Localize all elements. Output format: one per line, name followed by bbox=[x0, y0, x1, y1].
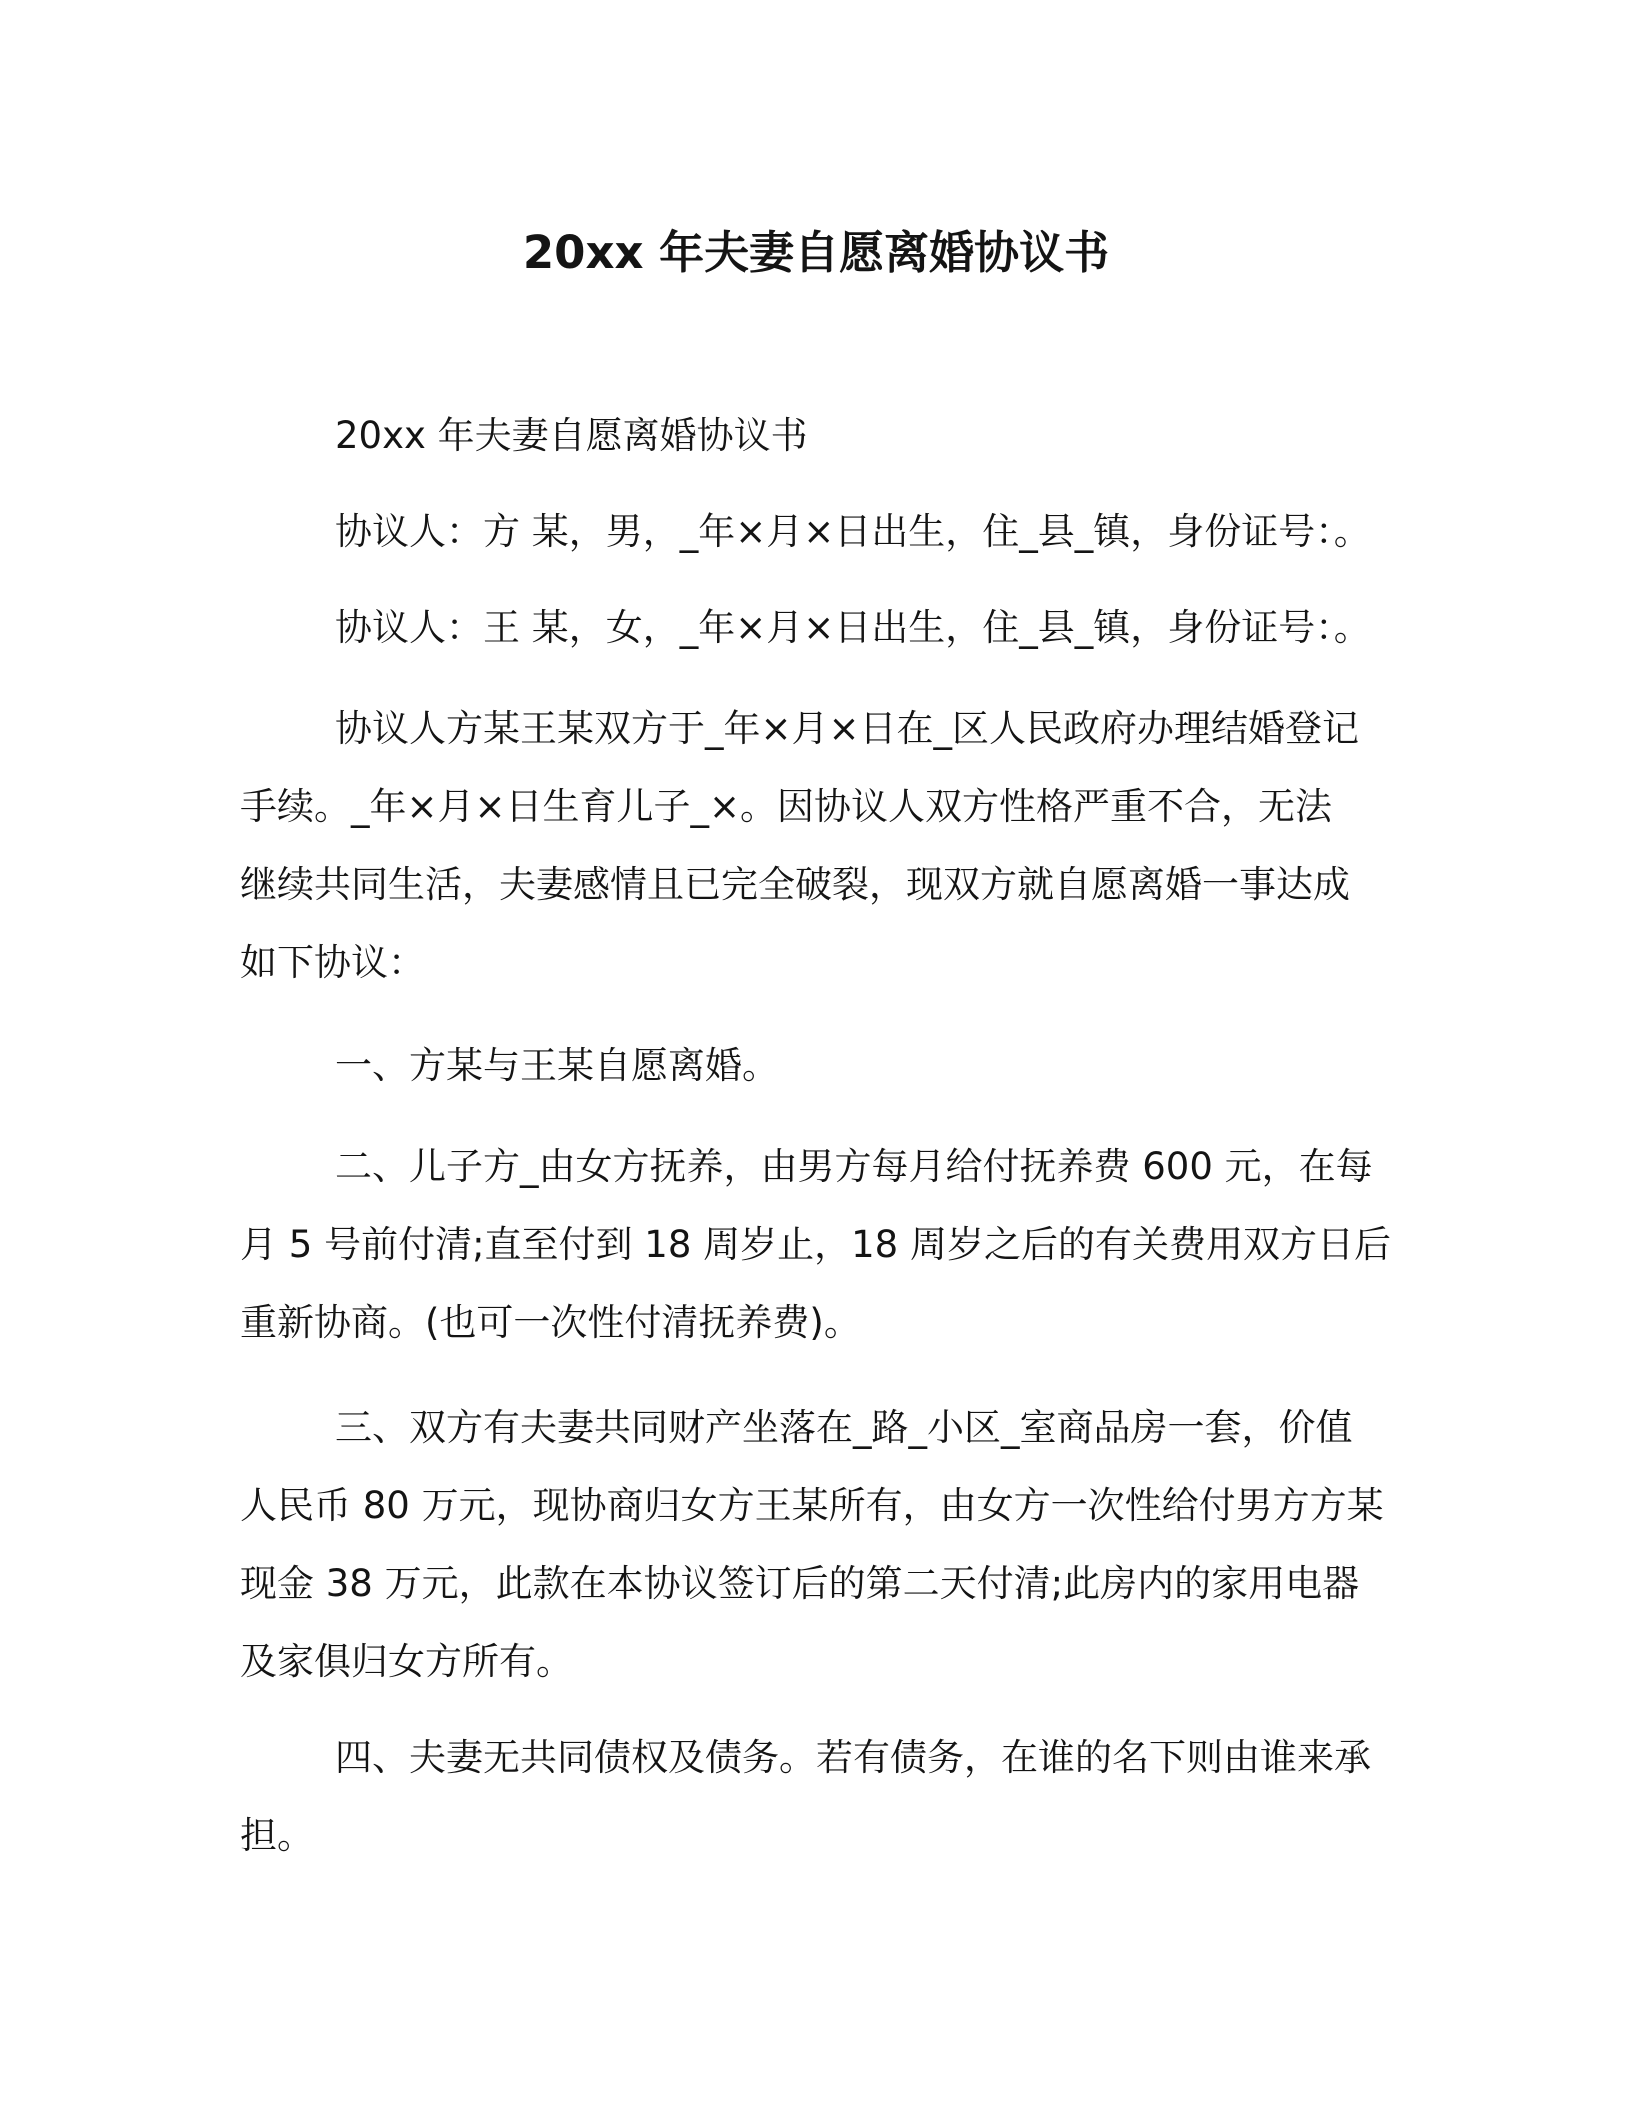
paragraph-line: 继续共同生活，夫妻感情且已完全破裂，现双方就自愿离婚一事达成 bbox=[240, 863, 1350, 906]
paragraph-party-1 bbox=[240, 493, 1400, 571]
paragraph-party-2 bbox=[240, 589, 1400, 667]
paragraph-line: 重新协商。(也可一次性付清抚养费)。 bbox=[240, 1301, 861, 1344]
paragraph-line: 协议人方某王某双方于_年×月×日在_区人民政府办理结婚登记 bbox=[335, 707, 1360, 750]
paragraph-line: 如下协议： bbox=[240, 941, 425, 984]
paragraph-line: 四、夫妻无共同债权及债务。若有债务，在谁的名下则由谁来承 bbox=[335, 1736, 1371, 1779]
paragraph-preamble bbox=[240, 690, 1400, 1002]
paragraph-line: 现金 38 万元，此款在本协议签订后的第二天付清;此房内的家用电器 bbox=[240, 1562, 1360, 1605]
paragraph-line: 一、方某与王某自愿离婚。 bbox=[335, 1044, 779, 1087]
paragraph-line: 月 5 号前付清;直至付到 18 周岁止，18 周岁之后的有关费用双方日后 bbox=[240, 1223, 1391, 1266]
paragraph-line: 二、儿子方_由女方抚养，由男方每月给付抚养费 600 元，在每 bbox=[335, 1145, 1373, 1188]
paragraph-clause-1 bbox=[240, 1027, 1400, 1105]
paragraph-line: 及家俱归女方所有。 bbox=[240, 1640, 573, 1683]
paragraph-line: 协议人：方 某，男，_年×月×日出生，住_县_镇，身份证号：。 bbox=[335, 510, 1371, 553]
paragraph-clause-4 bbox=[240, 1719, 1400, 1875]
paragraph-subtitle bbox=[240, 397, 1400, 475]
paragraph-line: 担。 bbox=[240, 1814, 314, 1857]
paragraph-line: 三、双方有夫妻共同财产坐落在_路_小区_室商品房一套，价值 bbox=[335, 1406, 1353, 1449]
paragraph-line: 协议人：王 某，女，_年×月×日出生，住_县_镇，身份证号：。 bbox=[335, 606, 1371, 649]
paragraph-line: 20xx 年夫妻自愿离婚协议书 bbox=[335, 414, 808, 457]
paragraph-line: 人民币 80 万元，现协商归女方王某所有，由女方一次性给付男方方某 bbox=[240, 1484, 1384, 1527]
paragraph-clause-3 bbox=[240, 1389, 1400, 1701]
document-title: 20xx 年夫妻自愿离婚协议书 bbox=[522, 226, 1110, 279]
paragraph-clause-2 bbox=[240, 1128, 1400, 1362]
paragraph-line: 手续。_年×月×日生育儿子_×。因协议人双方性格严重不合，无法 bbox=[240, 785, 1333, 828]
